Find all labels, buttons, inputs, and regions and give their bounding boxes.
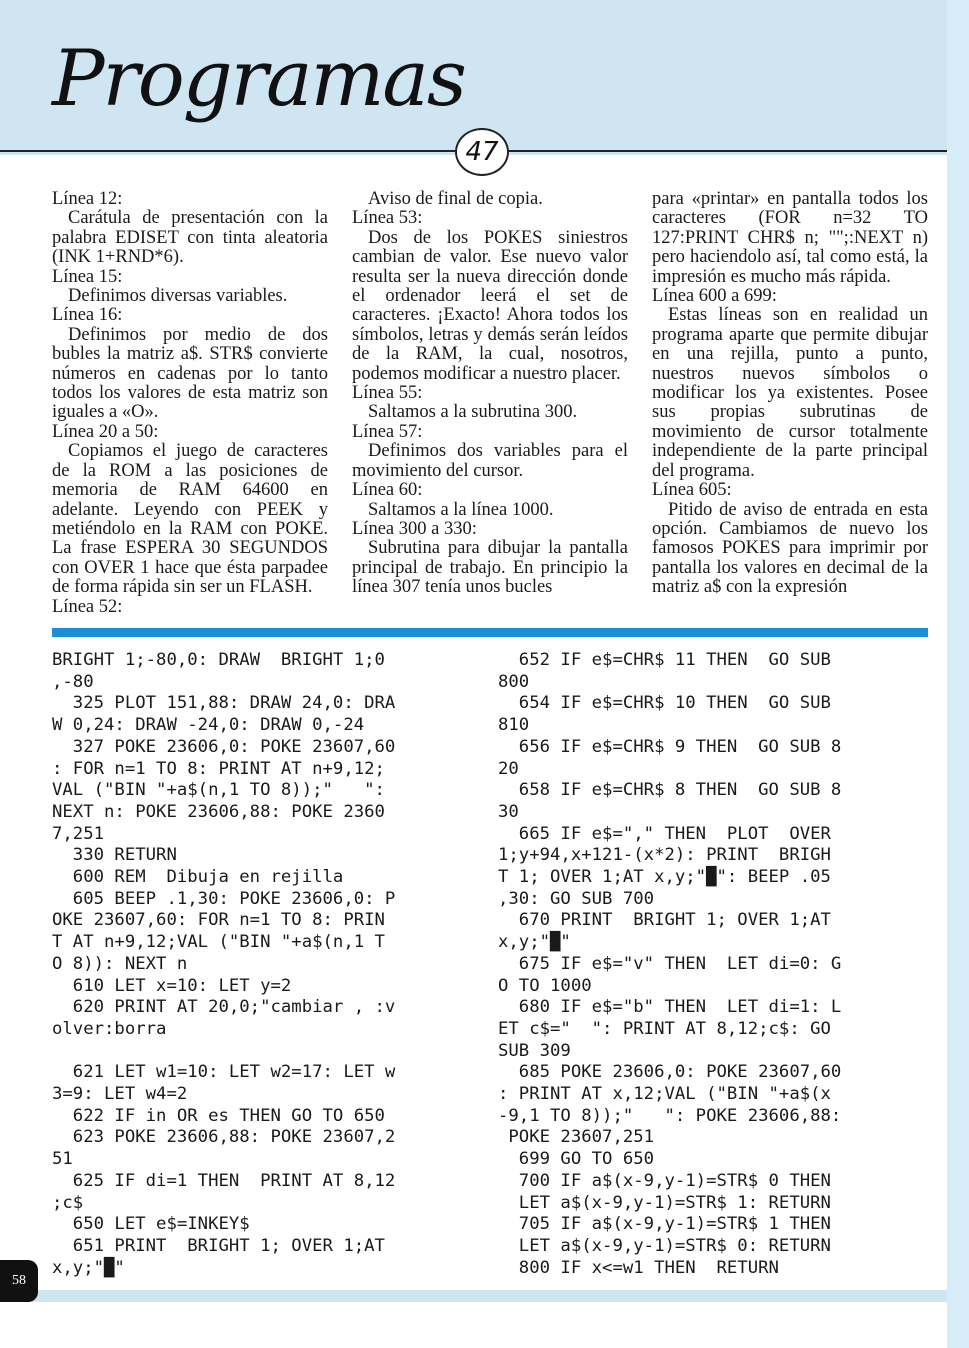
- article-paragraph: Línea 53:: [352, 208, 423, 229]
- code-line: LET a$(x-9,y-1)=STR$ 0: RETURN: [498, 1235, 831, 1256]
- code-line: VAL ("BIN "+a$(n,1 TO 8));" ":: [52, 780, 385, 801]
- code-line: 652 IF e$=CHR$ 11 THEN GO SUB: [498, 650, 831, 670]
- code-line: 699 GO TO 650: [498, 1149, 655, 1170]
- code-line: BRIGHT 1;-80,0: DRAW BRIGHT 1;0: [52, 650, 385, 670]
- code-line: 670 PRINT BRIGHT 1; OVER 1;AT: [498, 910, 831, 931]
- code-line: 621 LET w1=10: LET w2=17: LET w: [52, 1062, 396, 1083]
- code-line: 325 PLOT 151,88: DRAW 24,0: DRA: [52, 693, 396, 714]
- code-line: T AT n+9,12;VAL ("BIN "+a$(n,1 T: [52, 932, 385, 953]
- code-line: 705 IF a$(x-9,y-1)=STR$ 1 THEN: [498, 1214, 831, 1235]
- code-line: 675 IF e$="v" THEN LET di=0: G: [498, 953, 842, 974]
- article-paragraph: Línea 55:: [352, 383, 423, 404]
- code-line: ,-80: [52, 671, 94, 692]
- code-line: 680 IF e$="b" THEN LET di=1: L: [498, 997, 842, 1018]
- article-paragraph: Carátula de presentación con la palabra EDISET con tinta aleatoria (INK 1+RND*6).: [52, 208, 328, 268]
- section-badge: 47: [455, 128, 509, 176]
- code-line: 327 POKE 23606,0: POKE 23607,60: [52, 736, 396, 757]
- code-line: 685 POKE 23606,0: POKE 23607,60: [498, 1062, 842, 1083]
- listing-column: [52, 650, 482, 1290]
- code-line: 610 LET x=10: LET y=2: [52, 975, 292, 996]
- article-paragraph: Línea 12:: [52, 189, 123, 209]
- article-paragraph: Copiamos el juego de caracteres de la ROM a las posiciones de memoria de RAM 64600 en adelante. Leyendo con PEEK y metiéndolo en la RAM con POKE. La frase ESPERA 30 SEGUNDOS con OVER 1 hace que ésta parpadee de forma rápida sin ser un FLASH.: [52, 441, 328, 598]
- code-line: 1;y+94,x+121-(x*2): PRINT BRIGH: [498, 845, 831, 866]
- article-column: [652, 190, 928, 620]
- section-divider: [52, 628, 928, 637]
- article-paragraph: Dos de los POKES siniestros cambian de valor. Ese nuevo valor resulta ser la nueva dirección donde el ordenador leerá el set de caracteres. ¡Exacto! Ahora todos los símbolos, letras y demás serán leídos de la RAM, la cual, nosotros, podemos modificar a nuestro placer.: [352, 227, 628, 384]
- article-body: [52, 190, 928, 620]
- code-line: x,y;"█": [498, 932, 571, 953]
- code-line: LET a$(x-9,y-1)=STR$ 1: RETURN: [498, 1192, 831, 1213]
- code-line: 600 REM Dibuja en rejilla: [52, 867, 344, 888]
- program-listing: [52, 650, 928, 1290]
- code-line: 658 IF e$=CHR$ 8 THEN GO SUB 8: [498, 780, 842, 801]
- code-line: -9,1 TO 8));" ": POKE 23606,88:: [498, 1105, 842, 1126]
- article-paragraph: para «printar» en pantalla todos los caracteres (FOR n=32 TO 127:PRINT CHR$ n; "";:NEXT n) pero haciendolo así, tal como está, la impresión es mucho más rápida.: [652, 189, 928, 287]
- code-line: 700 IF a$(x-9,y-1)=STR$ 0 THEN: [498, 1170, 831, 1191]
- code-line: ,30: GO SUB 700: [498, 888, 655, 909]
- article-column: [52, 190, 328, 620]
- code-line: : FOR n=1 TO 8: PRINT AT n+9,12;: [52, 758, 385, 779]
- code-line: 30: [498, 801, 519, 822]
- article-paragraph: Línea 15:: [52, 266, 123, 287]
- code-line: ;c$: [52, 1192, 84, 1213]
- article-paragraph: Aviso de final de copia.: [368, 189, 543, 209]
- article-paragraph: Estas líneas son en realidad un programa aparte que permite dibujar en una rejilla, punto a punto, nuestros nuevos símbolos o modificar los ya existentes. Posee sus propias subrutinas de movimiento de cursor totalmente independiente de la parte principal del programa.: [652, 305, 928, 481]
- article-paragraph: Línea 605:: [652, 480, 732, 501]
- code-line: : PRINT AT x,12;VAL ("BIN "+a$(x: [498, 1084, 831, 1105]
- page-number: 58: [0, 1260, 38, 1302]
- article-paragraph: Pitido de aviso de entrada en esta opción. Cambiamos de nuevo los famosos POKES para imprimir por pantalla los valores en decimal de la matriz a$ con la expresión: [652, 499, 928, 598]
- article-paragraph: Línea 300 a 330:: [352, 518, 477, 539]
- code-line: 605 BEEP .1,30: POKE 23606,0: P: [52, 888, 396, 909]
- section-title: Programas: [52, 34, 465, 124]
- code-line: T 1; OVER 1;AT x,y;"█": BEEP .05: [498, 867, 831, 888]
- article-paragraph: Línea 20 a 50:: [52, 421, 159, 442]
- code-line: W 0,24: DRAW -24,0: DRAW 0,-24: [52, 715, 365, 736]
- code-line: 665 IF e$="," THEN PLOT OVER: [498, 823, 831, 844]
- footer-band: [0, 1290, 947, 1302]
- code-line: NEXT n: POKE 23606,88: POKE 2360: [52, 801, 385, 822]
- code-line: 330 RETURN: [52, 845, 177, 866]
- code-line: 20: [498, 758, 519, 779]
- code-line: 622 IF in OR es THEN GO TO 650: [52, 1105, 385, 1126]
- code-line: 3=9: LET w4=2: [52, 1084, 188, 1105]
- code-line: 651 PRINT BRIGHT 1; OVER 1;AT: [52, 1235, 385, 1256]
- article-paragraph: Saltamos a la línea 1000.: [368, 499, 554, 520]
- code-line: O 8)): NEXT n: [52, 953, 188, 974]
- code-line: SUB 309: [498, 1040, 571, 1061]
- code-line: POKE 23607,251: [498, 1127, 655, 1148]
- article-paragraph: Subrutina para dibujar la pantalla principal de trabajo. En principio la línea 307 tenía unos bucles: [352, 538, 628, 598]
- code-line: 654 IF e$=CHR$ 10 THEN GO SUB: [498, 693, 831, 714]
- code-line: O TO 1000: [498, 975, 592, 996]
- article-paragraph: Línea 52:: [52, 596, 123, 617]
- code-line: 800: [498, 671, 530, 692]
- article-paragraph: Línea 60:: [352, 480, 423, 501]
- code-line: olver:borra: [52, 1018, 167, 1039]
- article-paragraph: Saltamos a la subrutina 300.: [368, 402, 578, 423]
- code-line: 656 IF e$=CHR$ 9 THEN GO SUB 8: [498, 736, 842, 757]
- article-paragraph: Línea 57:: [352, 421, 423, 442]
- article-paragraph: Definimos por medio de dos bubles la matriz a$. STR$ convierte números en cadenas por lo tanto todos los valores de esta matriz son iguales a «O».: [52, 324, 328, 423]
- code-line: OKE 23607,60: FOR n=1 TO 8: PRIN: [52, 910, 385, 931]
- article-column: [352, 190, 628, 620]
- code-line: 51: [52, 1149, 73, 1170]
- article-paragraph: Definimos dos variables para el movimiento del cursor.: [352, 441, 628, 481]
- code-line: 623 POKE 23606,88: POKE 23607,2: [52, 1127, 396, 1148]
- code-line: 620 PRINT AT 20,0;"cambiar , :v: [52, 997, 396, 1018]
- listing-column: [498, 650, 928, 1290]
- code-line: 625 IF di=1 THEN PRINT AT 8,12: [52, 1170, 396, 1191]
- code-line: 650 LET e$=INKEY$: [52, 1214, 250, 1235]
- article-paragraph: Línea 16:: [52, 305, 123, 326]
- article-paragraph: Línea 600 a 699:: [652, 286, 777, 307]
- code-line: 7,251: [52, 823, 105, 844]
- code-line: ET c$=" ": PRINT AT 8,12;c$: GO: [498, 1018, 831, 1039]
- code-line: 800 IF x<=w1 THEN RETURN: [498, 1257, 779, 1278]
- code-line: x,y;"█": [52, 1257, 125, 1278]
- code-line: [52, 1041, 482, 1063]
- code-line: 810: [498, 715, 530, 736]
- article-paragraph: Definimos diversas variables.: [68, 286, 288, 307]
